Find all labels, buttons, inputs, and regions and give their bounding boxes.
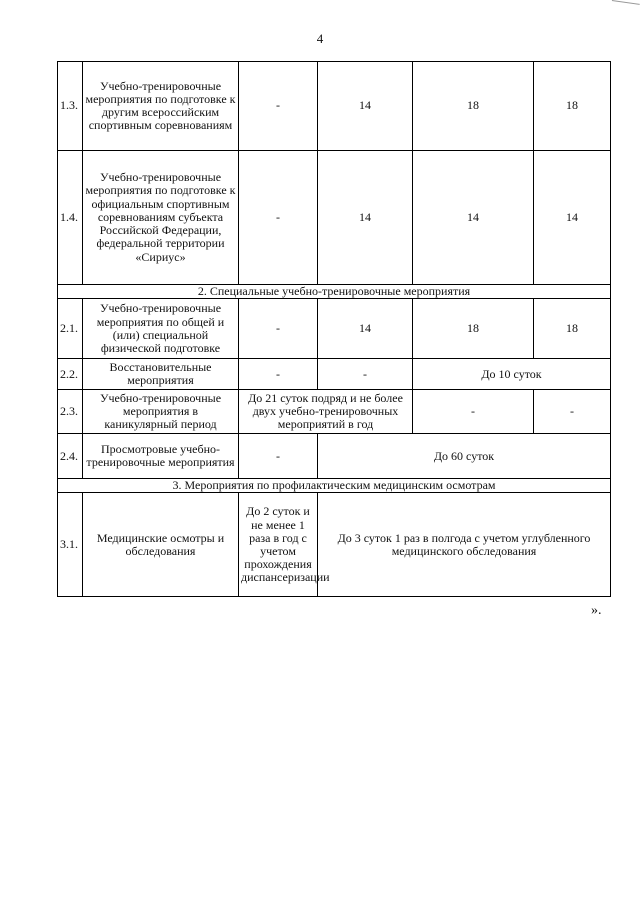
event-name: Учебно-тренировочные мероприятия по подготовке к официальным спортивным соревнованиям субъекта Российской Федерации, федеральной территории «Сириус»: [83, 151, 239, 285]
event-name: Медицинские осмотры и обследования: [83, 493, 239, 597]
cell-value: 18: [413, 62, 534, 151]
cell-value: 14: [318, 299, 413, 359]
section-title: 2. Специальные учебно-тренировочные мероприятия: [58, 285, 611, 299]
section-header-row: [58, 479, 611, 493]
events-table: [57, 61, 611, 597]
cell-value-merged: До 3 суток 1 раз в полгода с учетом углубленного медицинского обследования: [318, 493, 611, 597]
cell-value: -: [413, 390, 534, 434]
section-title: 3. Мероприятия по профилактическим медицинским осмотрам: [58, 479, 611, 493]
closing-quote: ».: [591, 603, 602, 618]
event-name: Восстановительные мероприятия: [83, 359, 239, 390]
event-name: Учебно-тренировочные мероприятия по общей и (или) специальной физической подготовке: [83, 299, 239, 359]
section-header-row: [58, 285, 611, 299]
cell-value: 18: [534, 299, 611, 359]
cell-value: До 2 суток и не менее 1 раза в год с учетом прохождения диспансеризации: [239, 493, 318, 597]
cell-value-merged: До 21 суток подряд и не более двух учебно-тренировочных мероприятий в год: [239, 390, 413, 434]
row-number: 2.2.: [58, 359, 83, 390]
row-number: 2.1.: [58, 299, 83, 359]
cell-value: -: [318, 359, 413, 390]
table-row: [58, 434, 611, 479]
page-number: 4: [316, 31, 324, 46]
table-row: [58, 299, 611, 359]
table-row: [58, 390, 611, 434]
cell-value: 18: [534, 62, 611, 151]
event-name: Учебно-тренировочные мероприятия по подготовке к другим всероссийским спортивным соревнованиям: [83, 62, 239, 151]
cell-value: -: [239, 151, 318, 285]
cell-value-merged: До 10 суток: [413, 359, 611, 390]
row-number: 2.4.: [58, 434, 83, 479]
table-row: [58, 493, 611, 597]
table-row: [58, 359, 611, 390]
cell-value: -: [239, 359, 318, 390]
cell-value-merged: До 60 суток: [318, 434, 611, 479]
row-number: 3.1.: [58, 493, 83, 597]
page-edge-mark: [611, 0, 639, 9]
row-number: 2.3.: [58, 390, 83, 434]
cell-value: -: [239, 434, 318, 479]
cell-value: 14: [318, 62, 413, 151]
cell-value: 14: [413, 151, 534, 285]
table-row: [58, 62, 611, 151]
row-number: 1.4.: [58, 151, 83, 285]
cell-value: 14: [534, 151, 611, 285]
cell-value: 18: [413, 299, 534, 359]
cell-value: 14: [318, 151, 413, 285]
event-name: Учебно-тренировочные мероприятия в каникулярный период: [83, 390, 239, 434]
cell-value: -: [534, 390, 611, 434]
cell-value: -: [239, 299, 318, 359]
row-number: 1.3.: [58, 62, 83, 151]
table-row: [58, 151, 611, 285]
cell-value: -: [239, 62, 318, 151]
event-name: Просмотровые учебно-тренировочные мероприятия: [83, 434, 239, 479]
